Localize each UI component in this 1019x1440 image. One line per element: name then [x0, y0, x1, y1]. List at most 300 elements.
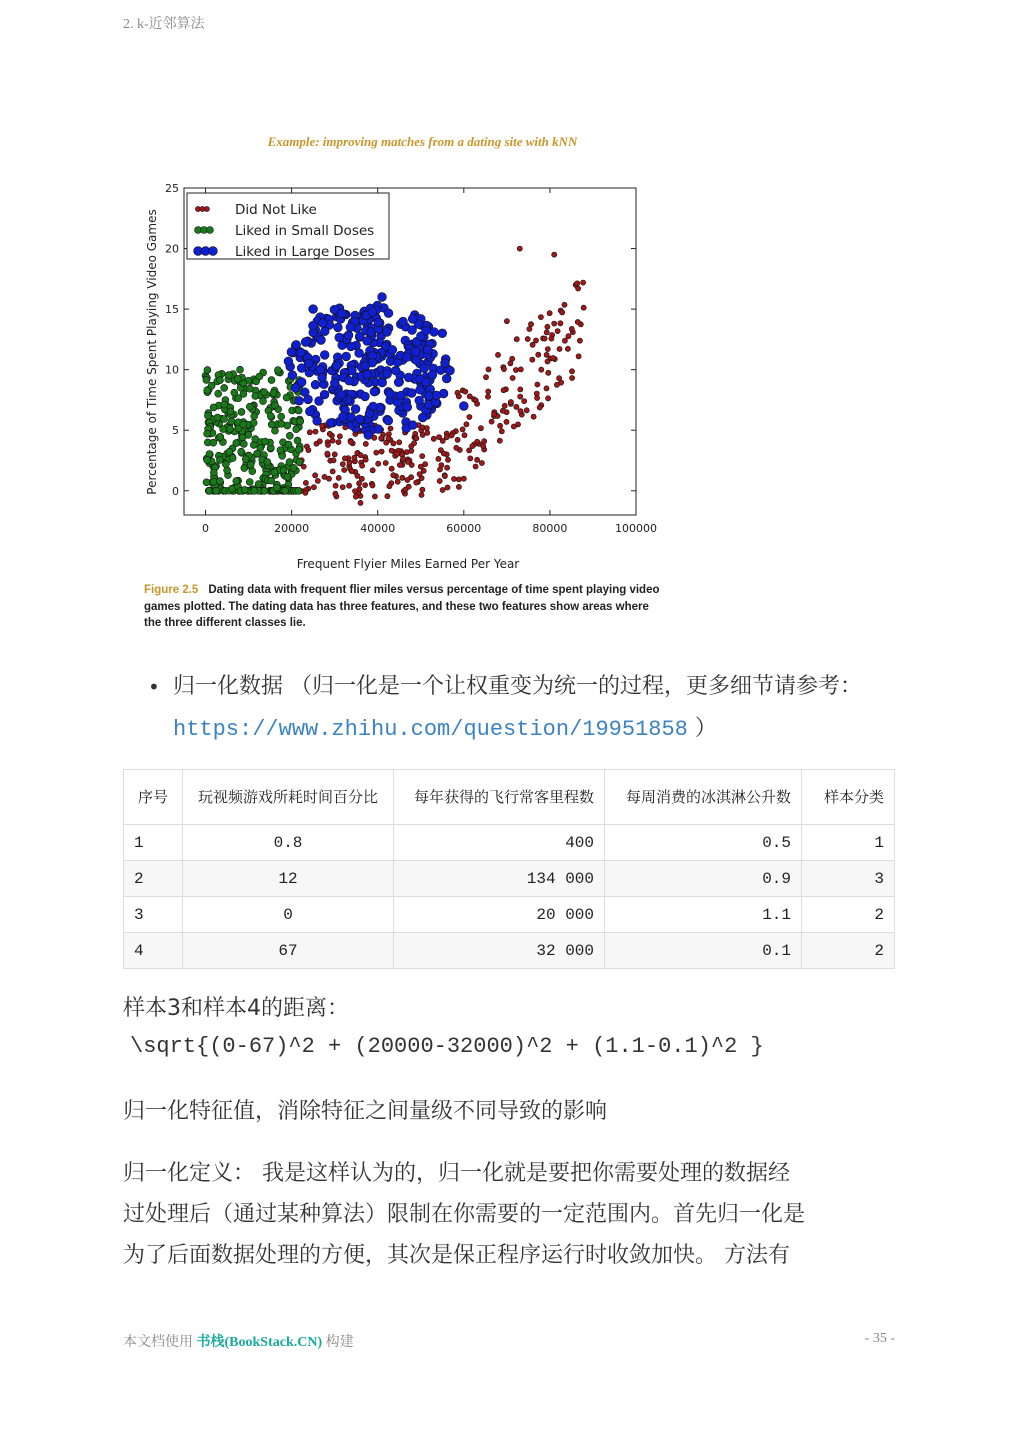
data-point [552, 321, 557, 326]
x-tick-label: 40000 [360, 522, 396, 535]
legend-marker [204, 206, 209, 211]
data-point [397, 462, 402, 467]
data-point [407, 389, 416, 398]
data-point [342, 467, 347, 472]
page-number: - 35 - [864, 1331, 895, 1346]
footer-prefix: 本文档使用 [123, 1335, 197, 1350]
data-point [475, 457, 480, 462]
data-point [225, 372, 232, 379]
data-point [296, 459, 303, 466]
data-point [524, 408, 529, 413]
cell-game-time: 0.8 [183, 825, 394, 861]
cell-icecream: 0.5 [605, 825, 802, 861]
definition-line-1: 归一化定义： 我是这样认为的，归一化就是要把你需要处理的数据经 [123, 1161, 790, 1186]
data-point [226, 425, 233, 432]
table-row [124, 861, 895, 897]
data-point [217, 433, 224, 440]
data-point [423, 345, 432, 354]
data-point [522, 399, 527, 404]
data-point [355, 473, 360, 478]
data-point [508, 361, 513, 366]
data-point [254, 450, 261, 457]
data-point [423, 462, 428, 467]
data-point [255, 481, 262, 488]
data-point [332, 361, 341, 370]
data-point [372, 494, 377, 499]
data-point [303, 480, 308, 485]
data-point [437, 467, 442, 472]
data-point [485, 394, 490, 399]
x-tick-label: 80000 [532, 522, 568, 535]
data-point [441, 359, 450, 368]
data-point [495, 352, 500, 357]
data-point [268, 421, 275, 428]
data-point [389, 466, 394, 471]
data-point [384, 440, 389, 445]
data-point [545, 359, 550, 364]
data-point [335, 333, 344, 342]
data-point [340, 485, 345, 490]
data-point [405, 477, 410, 482]
data-point [478, 426, 483, 431]
data-point [227, 408, 234, 415]
data-point [313, 417, 322, 426]
data-point [557, 346, 562, 351]
data-point [309, 305, 318, 314]
data-point [404, 450, 409, 455]
data-point [445, 457, 450, 462]
data-point [317, 336, 326, 345]
data-point [391, 473, 396, 478]
data-point [436, 456, 441, 461]
data-point [313, 473, 318, 478]
data-point [562, 302, 567, 307]
data-point [549, 336, 554, 341]
data-point [272, 427, 279, 434]
data-point [363, 441, 368, 446]
data-point [315, 478, 320, 483]
data-point [455, 437, 460, 442]
data-point [326, 476, 331, 481]
data-point [342, 456, 347, 461]
data-point [511, 424, 516, 429]
data-point [233, 440, 240, 447]
cell-flyer-miles: 32 000 [394, 933, 605, 969]
y-tick-label: 0 [172, 484, 179, 498]
data-point [394, 378, 403, 387]
data-point [489, 419, 494, 424]
data-point [397, 391, 406, 400]
data-point [387, 484, 392, 489]
data-point [363, 457, 368, 462]
data-point [241, 486, 248, 493]
data-point [414, 436, 419, 441]
data-point [357, 486, 362, 491]
cell-game-time: 0 [183, 897, 394, 933]
y-tick-label: 15 [165, 303, 179, 317]
data-point [204, 430, 211, 437]
data-point [454, 445, 459, 450]
data-point [210, 404, 217, 411]
data-point [422, 378, 431, 387]
table-row [124, 825, 895, 861]
data-point [569, 326, 574, 331]
data-point [242, 456, 249, 463]
data-point [501, 388, 506, 393]
data-point [216, 457, 223, 464]
data-point [384, 309, 393, 318]
data-point [514, 337, 519, 342]
data-point [569, 369, 574, 374]
data-point [530, 342, 535, 347]
data-point [337, 391, 346, 400]
data-point [221, 384, 228, 391]
data-point [395, 479, 400, 484]
data-point [238, 448, 245, 455]
data-point [290, 464, 297, 471]
data-point [486, 367, 491, 372]
data-point [501, 367, 506, 372]
data-point [552, 252, 557, 257]
data-point [445, 465, 450, 470]
data-point [555, 329, 560, 334]
cell-class: 2 [802, 897, 895, 933]
data-point [294, 437, 301, 444]
data-point [273, 484, 280, 491]
data-point [315, 397, 324, 406]
data-point [358, 453, 363, 458]
cell-icecream: 0.1 [605, 933, 802, 969]
data-point [558, 321, 563, 326]
zhihu-link[interactable]: https://www.zhihu.com/question/19951858 [173, 717, 688, 742]
data-point [449, 433, 454, 438]
data-point [462, 433, 467, 438]
data-point [416, 385, 425, 394]
data-point [334, 323, 343, 332]
data-point [270, 390, 277, 397]
data-point [542, 336, 547, 341]
data-point [467, 394, 472, 399]
data-point [268, 377, 275, 384]
cell-index: 4 [124, 933, 183, 969]
data-point [545, 324, 550, 329]
col-header-index: 序号 [124, 770, 183, 825]
data-point [214, 414, 221, 421]
data-point [504, 319, 509, 324]
data-point [383, 370, 392, 379]
data-point [400, 475, 405, 480]
data-point [295, 487, 302, 494]
definition-line-3: 为了后面数据处理的方便，其次是保正程序运行时收敛加快。 方法有 [123, 1243, 790, 1268]
data-point [570, 375, 575, 380]
data-point [537, 405, 542, 410]
data-point [525, 336, 530, 341]
data-point [565, 346, 570, 351]
data-point [284, 473, 291, 480]
data-point [325, 442, 330, 447]
data-point [278, 420, 285, 427]
cell-class: 2 [802, 933, 895, 969]
data-point [397, 440, 402, 445]
data-point [352, 455, 357, 460]
data-point [282, 487, 289, 494]
data-point [437, 478, 442, 483]
data-point [333, 491, 338, 496]
data-point [432, 391, 441, 400]
data-point [355, 415, 364, 424]
data-point [295, 446, 302, 453]
y-tick-label: 25 [165, 182, 179, 195]
data-point [492, 412, 497, 417]
data-point [562, 338, 567, 343]
data-point [499, 429, 504, 434]
data-point [383, 460, 388, 465]
data-point [277, 447, 284, 454]
data-point [297, 418, 304, 425]
running-header: 2. k-近邻算法 [123, 17, 205, 32]
col-header-icecream: 每周消费的冰淇淋公升数 [605, 770, 802, 825]
data-point [355, 349, 364, 358]
legend-label: Liked in Small Doses [235, 223, 375, 239]
data-point [251, 413, 258, 420]
data-point [368, 308, 377, 317]
chart-legend [187, 193, 389, 260]
data-point [374, 450, 379, 455]
data-point [256, 373, 263, 380]
data-point [353, 494, 358, 499]
data-point [544, 330, 549, 335]
data-point [405, 459, 410, 464]
cell-class: 3 [802, 861, 895, 897]
data-point [249, 468, 256, 475]
y-tick-label: 10 [165, 363, 179, 377]
data-point [306, 448, 311, 453]
data-point [401, 456, 406, 461]
data-point [408, 421, 417, 430]
data-point [348, 439, 353, 444]
data-point [581, 280, 586, 285]
data-point [330, 438, 335, 443]
data-point [566, 334, 571, 339]
data-point [510, 375, 515, 380]
data-point [391, 366, 400, 375]
data-point [295, 396, 304, 405]
bullet-dot: • [148, 675, 160, 699]
data-point [347, 483, 352, 488]
definition-line-2: 过处理后（通过某种算法）限制在你需要的一定范围内。首先归一化是 [123, 1202, 806, 1227]
data-point [231, 389, 238, 396]
data-point [361, 362, 370, 371]
cell-flyer-miles: 134 000 [394, 861, 605, 897]
data-point [285, 441, 292, 448]
data-point [518, 367, 523, 372]
data-point [307, 430, 312, 435]
data-point [351, 405, 360, 414]
data-point [551, 355, 556, 360]
data-point [233, 478, 240, 485]
data-point [331, 458, 336, 463]
cell-flyer-miles: 400 [394, 825, 605, 861]
data-point [508, 399, 513, 404]
data-point [378, 293, 387, 302]
data-point [399, 317, 408, 326]
data-point [318, 319, 327, 328]
data-point [309, 321, 318, 330]
data-point [370, 387, 379, 396]
data-point [422, 326, 431, 335]
chart-points [202, 246, 586, 506]
y-tick-label: 20 [165, 242, 179, 256]
data-point [498, 423, 503, 428]
y-axis-label: Percentage of Time Spent Playing Video Games [145, 209, 159, 495]
data-point [430, 328, 439, 337]
figure-number: Figure 2.5 [144, 584, 199, 596]
data-point [204, 412, 211, 419]
data-point [445, 485, 450, 490]
data-point [240, 440, 247, 447]
data-point [251, 487, 258, 494]
data-point [518, 387, 523, 392]
data-point [360, 463, 365, 468]
data-point [228, 485, 235, 492]
data-point [403, 487, 408, 492]
data-point [428, 371, 437, 380]
data-point [456, 394, 461, 399]
data-point [418, 413, 427, 422]
data-point [384, 416, 393, 425]
data-point [518, 394, 523, 399]
cell-icecream: 0.9 [605, 861, 802, 897]
legend-marker [206, 227, 213, 234]
data-point [271, 469, 278, 476]
data-point [376, 461, 381, 466]
data-point [370, 483, 375, 488]
data-point [361, 392, 370, 401]
x-tick-label: 0 [202, 522, 210, 535]
data-point [500, 408, 505, 413]
data-point [383, 328, 392, 337]
data-point [208, 382, 215, 389]
data-point [291, 384, 300, 393]
data-point [576, 354, 581, 359]
data-point [370, 468, 375, 473]
data-point [204, 456, 211, 463]
cell-index: 3 [124, 897, 183, 933]
data-point [204, 367, 211, 374]
data-point [379, 436, 384, 441]
data-point [504, 419, 509, 424]
data-point [514, 404, 519, 409]
data-point [261, 389, 268, 396]
data-point [240, 421, 247, 428]
data-point [502, 403, 507, 408]
data-point [420, 487, 425, 492]
data-point [475, 401, 480, 406]
data-point [395, 451, 400, 456]
legend-marker [209, 247, 218, 256]
data-point [391, 441, 396, 446]
data-point [456, 477, 461, 482]
table-row [124, 897, 895, 933]
data-point [261, 487, 268, 494]
data-point [320, 351, 329, 360]
data-point [283, 394, 290, 401]
data-point [441, 451, 446, 456]
data-point [530, 357, 535, 362]
data-point [545, 347, 550, 352]
data-point [482, 439, 487, 444]
x-tick-label: 60000 [446, 522, 482, 535]
legend-label: Liked in Large Doses [235, 244, 375, 260]
figure-title: Example: improving matches from a dating site with kNN [267, 134, 578, 149]
data-point [461, 476, 466, 481]
data-point [272, 402, 279, 409]
x-tick-label: 100000 [615, 522, 657, 535]
data-point [336, 475, 341, 480]
data-point [456, 484, 461, 489]
data-point [463, 389, 468, 394]
data-point [440, 487, 445, 492]
data-point [497, 438, 502, 443]
col-header-flyer-miles: 每年获得的飞行常客里程数 [394, 770, 605, 825]
data-point [220, 426, 227, 433]
data-point [260, 398, 267, 405]
data-point [304, 359, 313, 368]
data-point [358, 500, 363, 505]
data-point [486, 389, 491, 394]
footer-brand-link[interactable]: 书栈(BookStack.CN) [196, 1335, 323, 1350]
data-point [442, 374, 451, 383]
data-point [234, 375, 241, 382]
data-point [247, 461, 254, 468]
data-point [440, 438, 445, 443]
data-point [420, 454, 425, 459]
data-point [467, 414, 472, 419]
data-point [349, 469, 354, 474]
col-header-class: 样本分类 [802, 770, 895, 825]
data-point [554, 382, 559, 387]
data-point [408, 315, 417, 324]
feature-note: 归一化特征值，消除特征之间量级不同导致的影响 [123, 1099, 608, 1124]
data-point [364, 431, 373, 440]
data-point [215, 390, 222, 397]
data-point [337, 309, 346, 318]
data-point [536, 352, 541, 357]
data-point [325, 451, 330, 456]
figure-caption [144, 582, 664, 632]
data-point [577, 338, 582, 343]
data-point [468, 456, 473, 461]
data-point [305, 407, 314, 416]
data-point [403, 403, 412, 412]
cell-index: 1 [124, 825, 183, 861]
data-point [295, 407, 302, 414]
data-point [222, 461, 229, 468]
data-point [286, 432, 293, 439]
data-point [365, 409, 374, 418]
data-point [342, 352, 351, 361]
data-point [330, 469, 335, 474]
data-point [327, 431, 332, 436]
data-point [363, 337, 372, 346]
data-point [374, 425, 383, 434]
legend-label: Did Not Like [235, 202, 317, 218]
data-point [535, 395, 540, 400]
table-row [124, 933, 895, 969]
data-point [412, 441, 417, 446]
data-point [539, 367, 544, 372]
data-point [224, 467, 231, 474]
